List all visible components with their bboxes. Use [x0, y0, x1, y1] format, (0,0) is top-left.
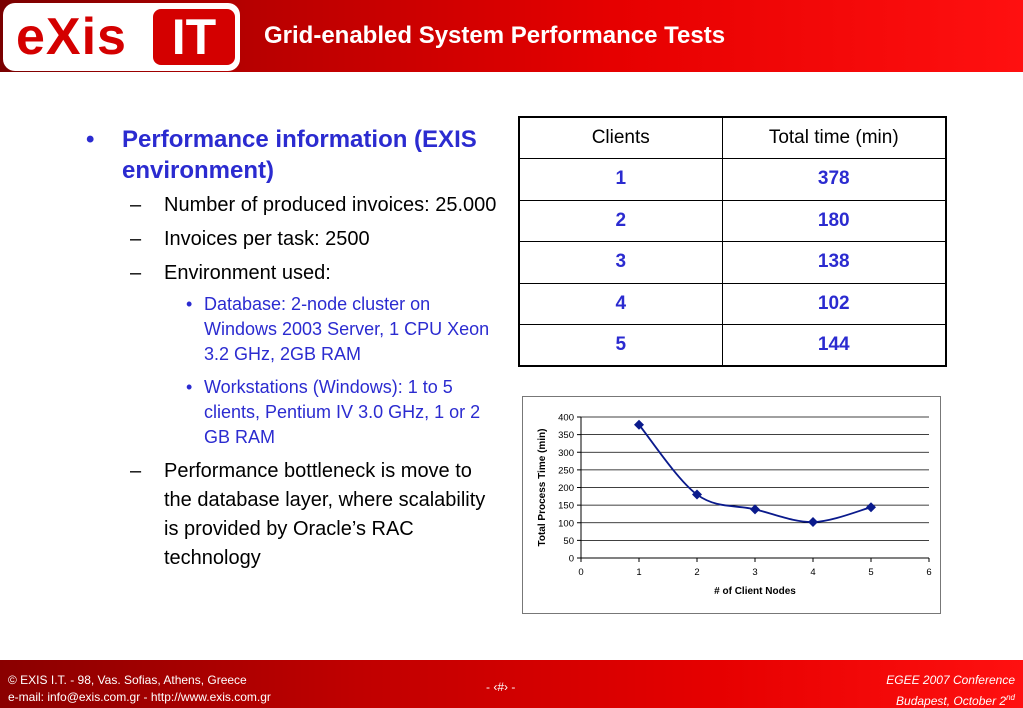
table-header-row: [519, 117, 946, 159]
bullet-text: Workstations (Windows): 1 to 5 clients, Pentium IV 3.0 GHz, 1 or 2 GB RAM: [204, 377, 481, 447]
bullet-bottleneck: [122, 457, 501, 573]
bullet-invoices-per-task: [122, 225, 501, 254]
dash-icon: –: [130, 460, 142, 482]
bullet-dot-icon: •: [86, 126, 95, 153]
bullet-environment: [122, 259, 501, 288]
x-tick-label: 5: [868, 567, 874, 578]
bullet-dot-icon: •: [186, 377, 193, 397]
x-tick-label: 3: [752, 567, 758, 578]
performance-chart: [522, 396, 941, 614]
slide-number: - ‹#› -: [486, 680, 516, 694]
footer-contact: [8, 672, 271, 706]
y-tick-label: 400: [558, 412, 574, 424]
bullet-dot-icon: •: [186, 294, 193, 314]
y-tick-label: 100: [558, 518, 574, 530]
footer-address: © EXIS I.T. - 98, Vas. Sofias, Athens, Greece: [8, 673, 247, 687]
bullet-main: [86, 124, 501, 186]
exis-it-logo: [3, 3, 240, 71]
bullet-text: Database: 2-node cluster on Windows 2003 Server, 1 CPU Xeon 3.2 GHz, 2GB RAM: [204, 294, 490, 364]
x-tick-label: 2: [694, 567, 700, 578]
bullet-text: Invoices per task: 2500: [164, 228, 370, 250]
cell-clients: 4: [519, 283, 722, 325]
table-row: [519, 325, 946, 367]
table-row: [519, 242, 946, 284]
dash-icon: –: [130, 228, 142, 250]
chart-svg: [523, 397, 942, 615]
cell-clients: 2: [519, 200, 722, 242]
table-row: [519, 283, 946, 325]
footer-email-web: e-mail: info@exis.com.gr - http://www.exis.com.gr: [8, 690, 271, 704]
cell-clients: 3: [519, 242, 722, 284]
bullet-workstations: [164, 375, 501, 450]
bullet-text: Performance bottleneck is move to the database layer, where scalability is provided by Oracle’s RAC technology: [164, 460, 486, 569]
y-tick-label: 50: [563, 535, 574, 547]
y-tick-label: 150: [558, 500, 574, 512]
slide-title: Grid-enabled System Performance Tests: [264, 22, 726, 49]
footer-date-suffix: nd: [1006, 693, 1015, 702]
cell-total-time: 138: [722, 242, 946, 284]
bullet-database: [164, 292, 501, 367]
column-header-total-time: Total time (min): [722, 117, 946, 159]
y-tick-label: 350: [558, 430, 574, 442]
x-tick-label: 0: [578, 567, 584, 578]
bullet-list: [86, 124, 501, 573]
y-tick-label: 300: [558, 447, 574, 459]
y-tick-label: 250: [558, 465, 574, 477]
header-bar: [0, 0, 1023, 72]
cell-clients: 5: [519, 325, 722, 367]
bullet-main-text: Performance information (EXIS environment): [122, 126, 477, 184]
x-tick-label: 1: [636, 567, 642, 578]
logo-it-box: [153, 9, 235, 65]
footer-location-date: [886, 689, 1015, 708]
logo-text-exis: eXis: [16, 8, 127, 66]
data-point-marker: [866, 502, 876, 512]
cell-total-time: 378: [722, 159, 946, 201]
table-row: [519, 200, 946, 242]
x-tick-label: 4: [810, 567, 816, 578]
y-tick-label: 200: [558, 483, 574, 494]
cell-total-time: 144: [722, 325, 946, 367]
table-row: [519, 159, 946, 201]
y-tick-label: 0: [568, 553, 574, 565]
cell-total-time: 180: [722, 200, 946, 242]
dash-icon: –: [130, 194, 142, 216]
cell-clients: 1: [519, 159, 722, 201]
cell-total-time: 102: [722, 283, 946, 325]
footer-bar: [0, 660, 1023, 708]
bullet-invoices-produced: [122, 191, 501, 220]
y-axis-title: Total Process Time (min): [537, 428, 548, 547]
data-point-marker: [750, 504, 760, 514]
bullet-text: Number of produced invoices: 25.000: [164, 194, 497, 216]
results-table: [518, 116, 947, 367]
x-axis-title: # of Client Nodes: [714, 586, 796, 597]
bullet-text: Environment used:: [164, 262, 331, 284]
footer-event: [886, 672, 1015, 708]
x-tick-label: 6: [926, 567, 932, 578]
logo-text-it: IT: [171, 9, 217, 65]
dash-icon: –: [130, 262, 142, 284]
column-header-clients: Clients: [519, 117, 722, 159]
footer-location-text: Budapest, October 2: [896, 694, 1007, 708]
footer-conference: EGEE 2007 Conference: [886, 673, 1015, 687]
data-point-marker: [808, 517, 818, 527]
